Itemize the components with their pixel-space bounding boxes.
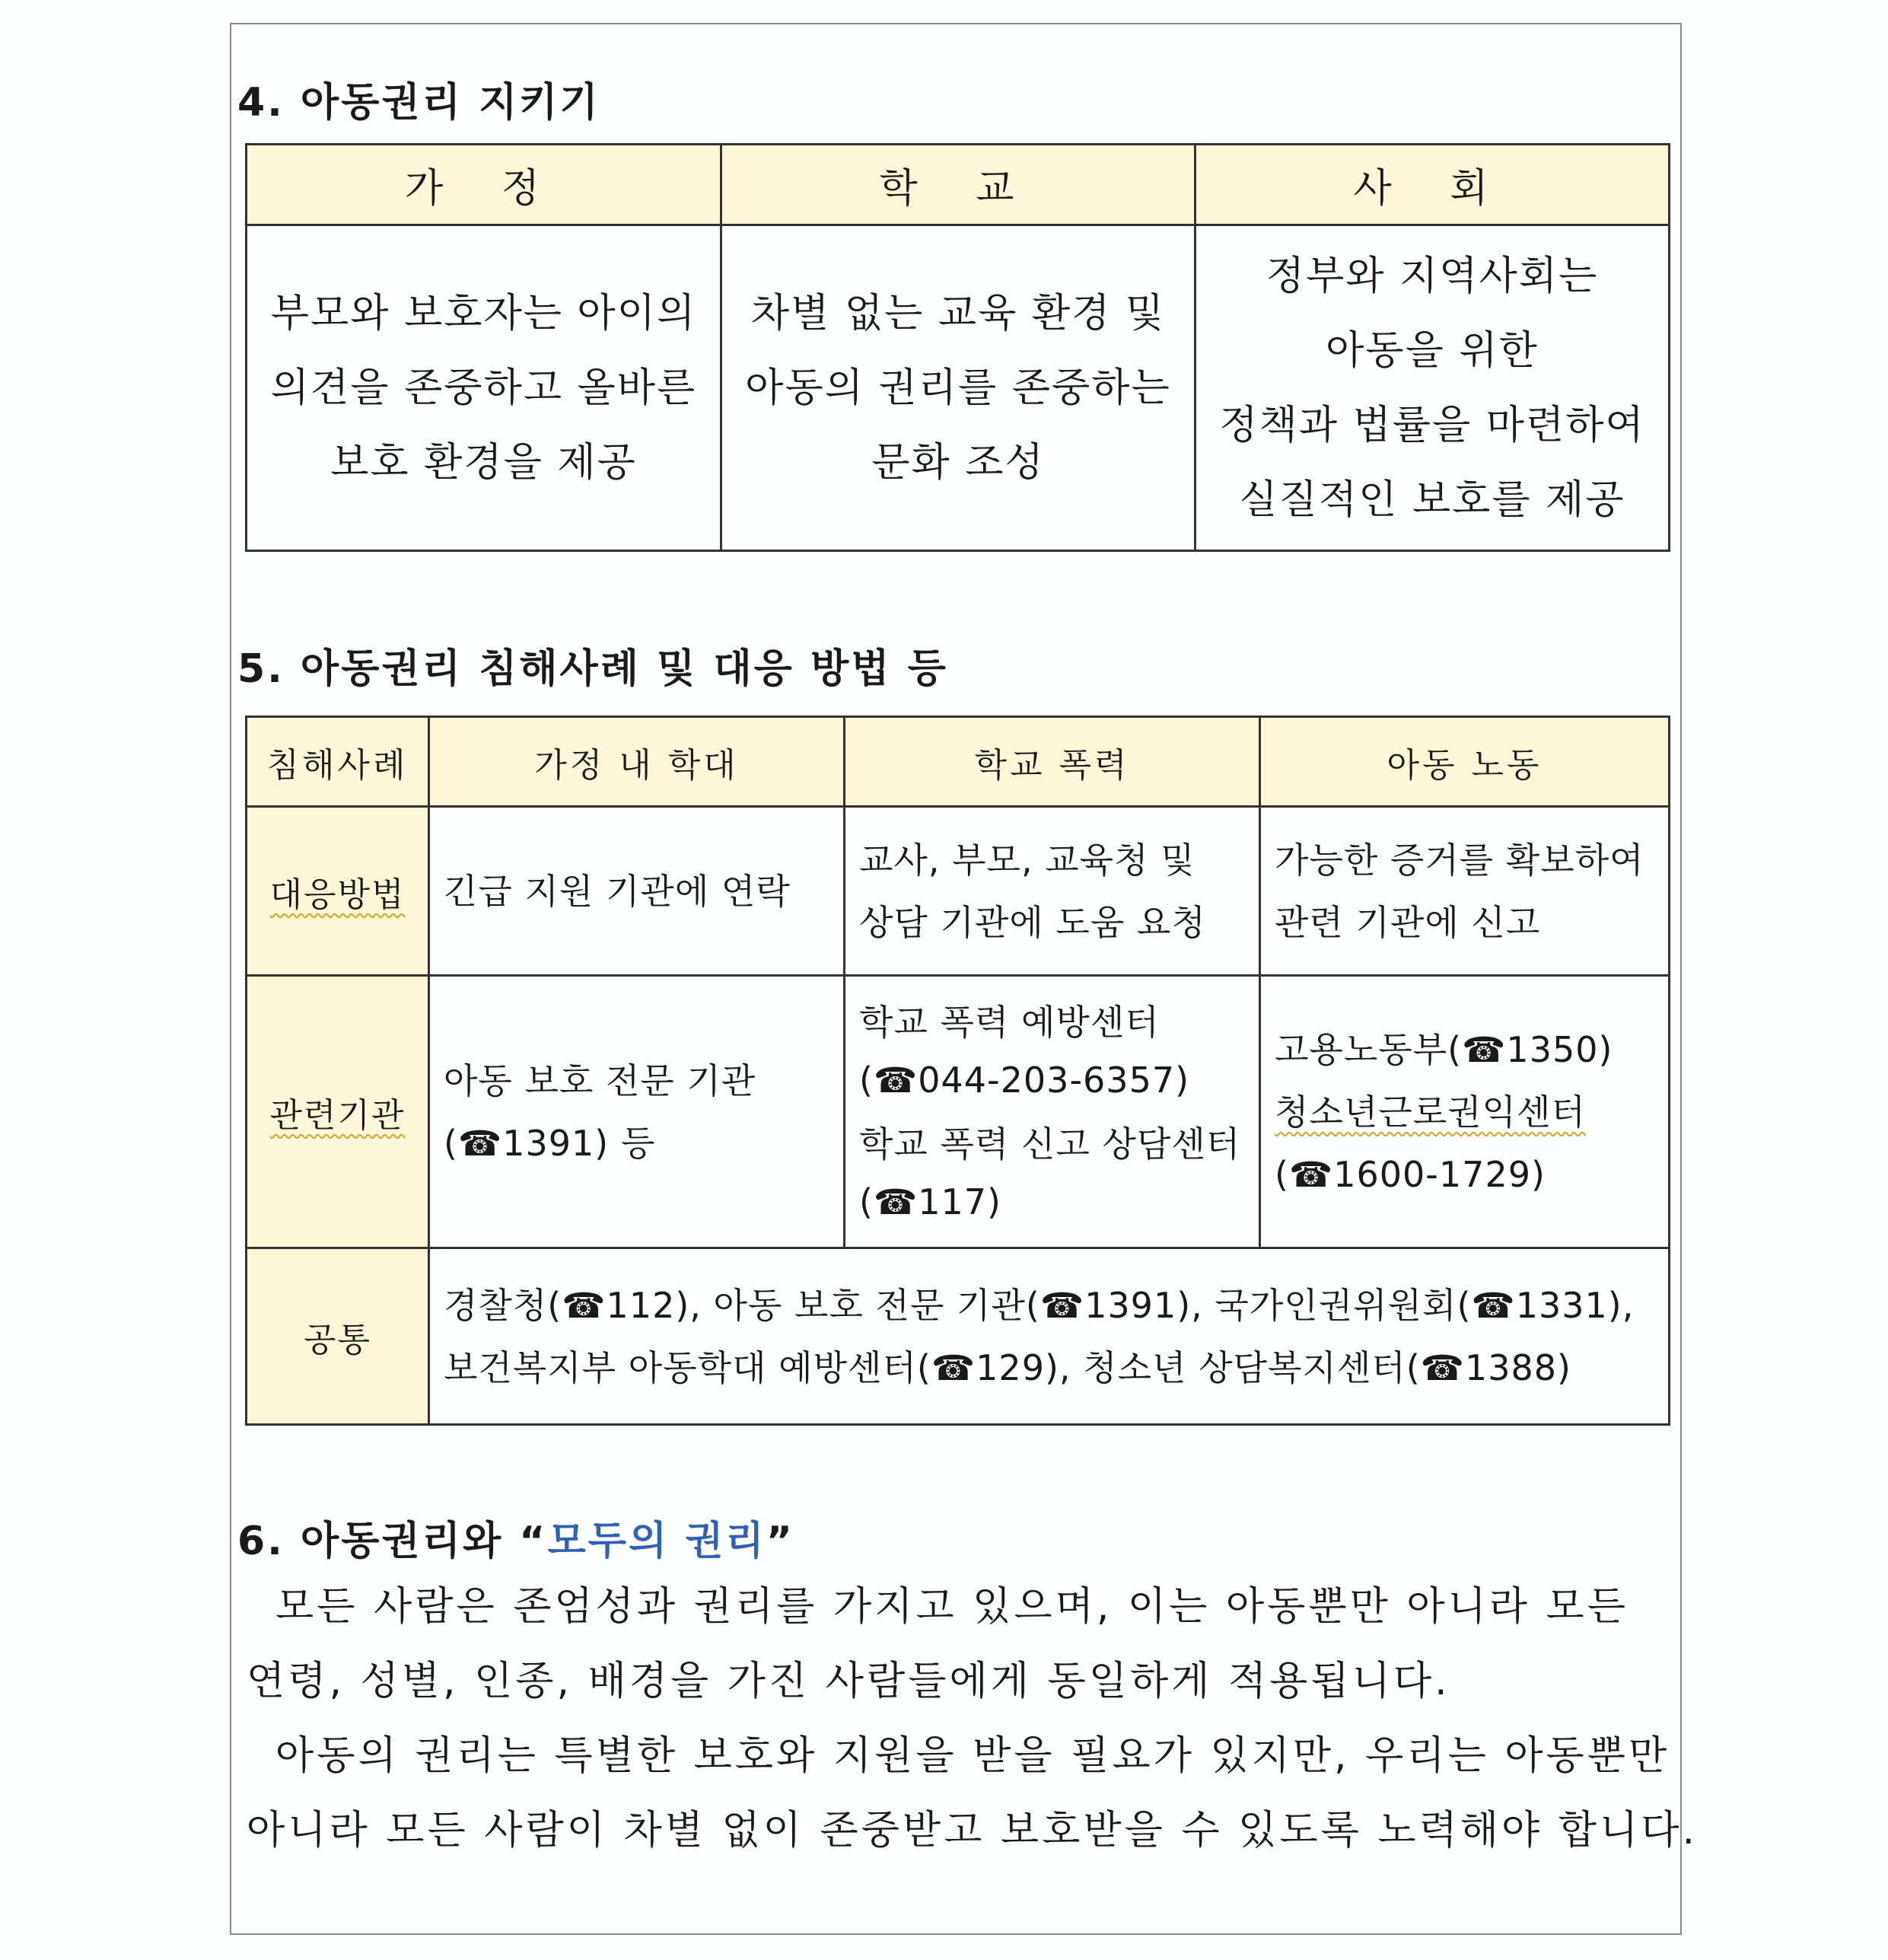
highlight-all-rights: 모두의 권리	[547, 1519, 766, 1564]
common-contacts: 경찰청(☎112), 아동 보호 전문 기관(☎1391), 국가인권위원회(☎1331), 보건복지부 아동학대 예방센터(☎129), 청소년 상담복지센터(☎1388)	[429, 1248, 1670, 1425]
agencies-school: 학교 폭력 예방센터 (☎044-203-6357) 학교 폭력 신고 상담센터 (☎117)	[845, 976, 1260, 1248]
response-labor: 가능한 증거를 확보하여 관련 기관에 신고	[1260, 807, 1670, 976]
cell-line: 실질적인 보호를 제공	[1239, 476, 1625, 523]
header-school-violence: 학교 폭력	[845, 717, 1260, 807]
section5-table	[245, 715, 1670, 1426]
row-label-agencies: 관련기관	[247, 976, 429, 1248]
header-school: 학 교	[721, 145, 1196, 225]
cell-line: 정책과 법률을 마련하여	[1219, 402, 1645, 448]
cell-line: 차별 없는 교육 환경 및	[750, 290, 1166, 336]
header-violation-case: 침해사례	[247, 717, 429, 807]
cell-line: 아동을 위한	[1326, 327, 1539, 374]
cell-line: 정부와 지역사회는	[1266, 253, 1599, 299]
header-home: 가 정	[247, 145, 721, 225]
response-school: 교사, 부모, 교육청 및 상담 기관에 도움 요청	[845, 807, 1260, 976]
cell-line: 아동의 권리를 존중하는	[745, 365, 1171, 411]
header-domestic-abuse: 가정 내 학대	[429, 717, 845, 807]
cell-society	[1196, 225, 1670, 551]
section4-heading: 4. 아동권리 지키기	[237, 80, 600, 126]
cell-school	[721, 225, 1196, 551]
row-label-common: 공통	[247, 1248, 429, 1425]
cell-line: 보호 환경을 제공	[330, 439, 637, 486]
section6-heading: 6. 아동권리와 “모두의 권리”	[237, 1519, 794, 1564]
header-society: 사 회	[1196, 145, 1670, 225]
cell-line: 문화 조성	[871, 439, 1045, 486]
row-label-response: 대응방법	[247, 807, 429, 976]
agencies-labor: 고용노동부(☎1350) 청소년근로권익센터 (☎1600-1729)	[1260, 976, 1670, 1248]
agencies-domestic: 아동 보호 전문 기관 (☎1391) 등	[429, 976, 845, 1248]
section5-heading: 5. 아동권리 침해사례 및 대응 방법 등	[237, 646, 948, 692]
response-domestic: 긴급 지원 기관에 연락	[429, 807, 845, 976]
cell-line: 의견을 존중하고 올바른	[270, 365, 697, 411]
cell-home	[247, 225, 721, 551]
cell-line: 부모와 보호자는 아이의	[270, 290, 697, 336]
paragraph-1: 모든 사람은 존엄성과 권리를 가지고 있으며, 이는 아동뿐만 아니라 모든 연령, 성별, 인종, 배경을 가진 사람들에게 동일하게 적용됩니다.	[247, 1584, 1629, 1704]
paragraph-2: 아동의 권리는 특별한 보호와 지원을 받을 필요가 있지만, 우리는 아동뿐만 아니라 모든 사람이 차별 없이 존중받고 보호받을 수 있도록 노력해야 합니다.	[247, 1733, 1699, 1853]
section4-table	[245, 143, 1670, 552]
header-child-labor: 아동 노동	[1260, 717, 1670, 807]
